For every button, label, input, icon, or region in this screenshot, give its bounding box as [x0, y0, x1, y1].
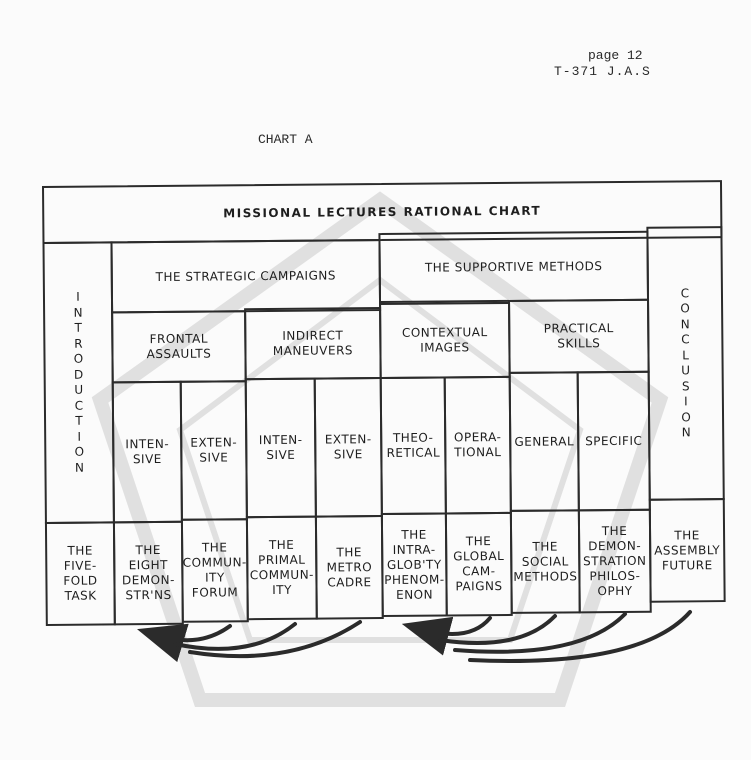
type-intensive-1: INTEN- SIVE	[112, 381, 183, 524]
introduction-column	[42, 241, 114, 524]
vertical-letter: O	[74, 444, 85, 459]
vertical-letter: C	[74, 398, 84, 413]
bottom-community-forum: THE COMMUN- ITY FORUM	[181, 518, 249, 623]
bottom-intra-globity-phenomenon: THE INTRA- GLOB'TY PHENOM- ENON	[381, 512, 448, 617]
page-number: page 12	[588, 48, 643, 63]
vertical-letter: I	[76, 289, 80, 304]
vertical-letter: O	[681, 409, 691, 424]
vertical-letter: D	[73, 367, 84, 382]
type-intensive-2: INTEN- SIVE	[245, 378, 317, 519]
type-extensive-1: EXTEN- SIVE	[180, 380, 248, 521]
vertical-letter: O	[680, 301, 690, 316]
bottom-metro-cadre: THE METRO CADRE	[315, 515, 384, 620]
chart-title: MISSIONAL LECTURES RATIONAL CHART	[42, 180, 722, 244]
bottom-global-campaigns: THE GLOBAL CAM- PAIGNS	[445, 512, 513, 617]
type-extensive-2: EXTEN- SIVE	[314, 377, 383, 518]
vertical-letter: N	[74, 460, 85, 475]
vertical-letter: C	[681, 332, 690, 347]
subgroup-practical-skills: PRACTICAL SKILLS	[508, 299, 650, 374]
vertical-letter: T	[75, 413, 83, 428]
type-operational: OPERA- TIONAL	[444, 376, 512, 515]
flow-arrow-1	[160, 626, 230, 640]
vertical-letter: T	[74, 320, 82, 335]
vertical-letter: N	[680, 316, 690, 331]
vertical-letter: N	[73, 305, 83, 320]
bottom-eight-demonstrations: THE EIGHT DEMON- STR'NS	[113, 521, 184, 626]
vertical-letter: S	[681, 378, 690, 393]
subgroup-frontal-assaults: FRONTAL ASSAULTS	[111, 310, 247, 383]
vertical-letter: L	[682, 347, 689, 362]
bottom-primal-community: THE PRIMAL COMMUN- ITY	[246, 516, 318, 621]
group-strategic-campaigns: THE STRATEGIC CAMPAIGNS	[110, 239, 381, 313]
type-general: GENERAL	[509, 371, 580, 512]
bottom-five-fold-task: THE FIVE- FOLD TASK	[45, 521, 116, 626]
bottom-assembly-future: THE ASSEMBLY FUTURE	[649, 498, 726, 603]
vertical-letter: O	[73, 351, 84, 366]
type-theoretical: THEO- RETICAL	[380, 376, 447, 515]
subgroup-indirect-maneuvers: INDIRECT MANEUVERS	[244, 307, 382, 380]
rational-chart-table	[42, 180, 726, 626]
flow-arrow-3	[190, 622, 360, 656]
group-supportive-methods: THE SUPPORTIVE METHODS	[378, 231, 649, 303]
type-specific: SPECIFIC	[577, 371, 651, 512]
vertical-letter: U	[74, 382, 84, 397]
document-code: T-371 J.A.S	[554, 64, 651, 79]
vertical-letter: U	[681, 363, 691, 378]
subgroup-contextual-images: CONTEXTUAL IMAGES	[379, 302, 511, 379]
bottom-demonstration-philosophy: THE DEMON- STRATION PHILOS- OPHY	[578, 509, 652, 614]
conclusion-column	[646, 226, 724, 501]
vertical-letter: N	[681, 425, 691, 440]
vertical-letter: I	[77, 429, 82, 444]
vertical-letter: I	[684, 394, 688, 409]
vertical-letter: R	[74, 336, 83, 351]
flow-arrow-2	[175, 624, 295, 649]
vertical-letter: C	[680, 285, 690, 300]
bottom-social-methods: THE SOCIAL METHODS	[510, 509, 581, 614]
chart-label: CHART A	[258, 132, 313, 147]
